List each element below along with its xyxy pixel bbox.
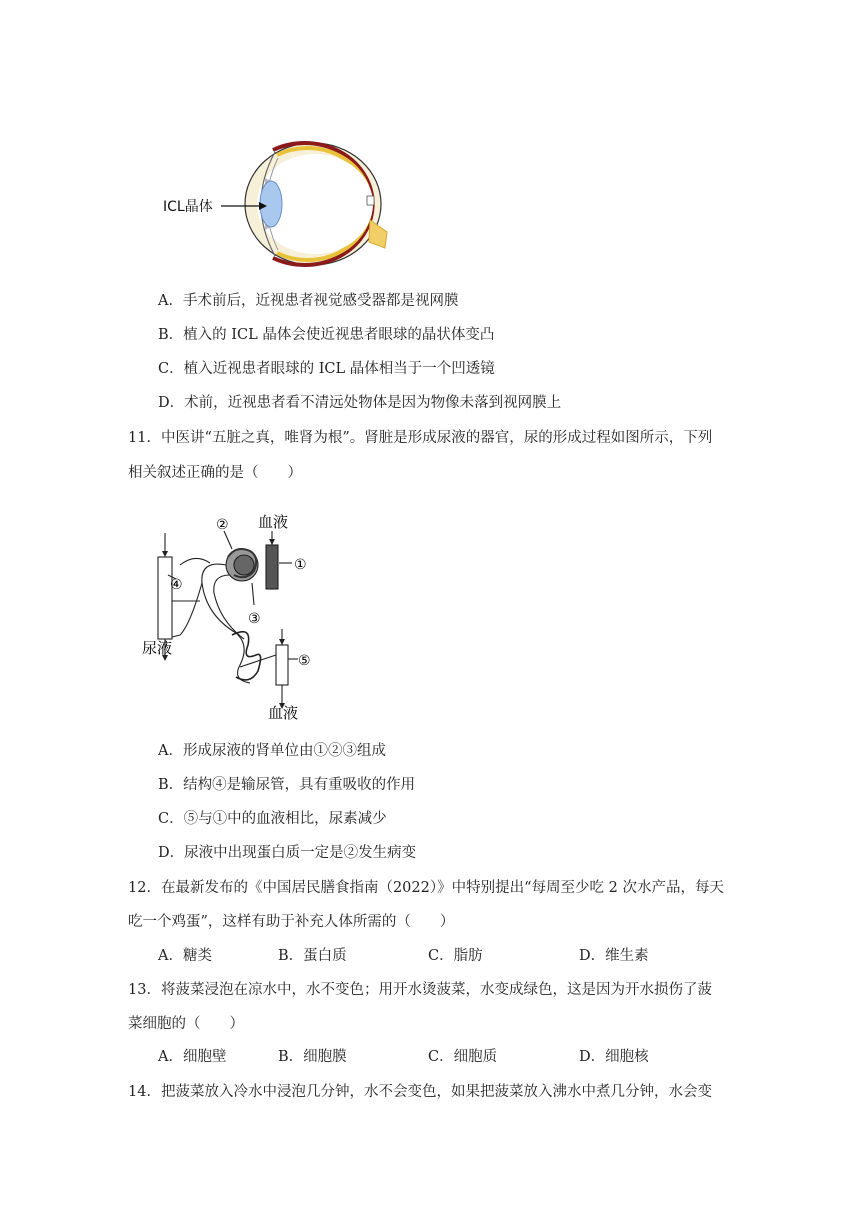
q11-option-a: A．形成尿液的肾单位由①②③组成: [158, 743, 386, 759]
q13-option-b: B．细胞膜: [278, 1049, 347, 1065]
label-n4: ④: [170, 577, 183, 593]
q10-option-c: C．植入近视患者眼球的 ICL 晶体相当于一个凹透镜: [158, 361, 495, 377]
q12-option-a: A．糖类: [158, 948, 212, 964]
icl-lens: [260, 181, 282, 227]
label-blood-top: 血液: [258, 513, 289, 531]
q11-option-c: C．⑤与①中的血液相比，尿素减少: [158, 811, 387, 827]
q10-option-a: A．手术前后，近视患者视觉感受器都是视网膜: [158, 293, 459, 309]
q13-options: [158, 1047, 718, 1067]
q12-options: [158, 946, 718, 966]
q12-option-d: D．维生素: [579, 948, 649, 964]
q11-option-b: B．结构④是输尿管，具有重吸收的作用: [158, 777, 416, 793]
nephron-diagram: [140, 505, 340, 725]
label-blood-bottom: 血液: [268, 704, 299, 722]
q10-option-b: B．植入的 ICL 晶体会使近视患者眼球的晶状体变凸: [158, 327, 495, 343]
eye-diagram: [155, 138, 400, 270]
q13-option-d: D．细胞核: [579, 1049, 649, 1065]
q13-option-c: C．细胞质: [428, 1049, 498, 1065]
q13-option-a: A．细胞壁: [158, 1049, 227, 1065]
icl-label: ICL晶体: [163, 199, 213, 215]
label-n5: ⑤: [298, 653, 311, 669]
q11-stem-line1: 11．中医讲“五脏之真，唯肾为根”。肾脏是形成尿液的器官，尿的形成过程如图所示，下列: [128, 430, 713, 446]
q12-option-c: C．脂肪: [428, 948, 483, 964]
q13-stem-line1: 13．将菠菜浸泡在凉水中，水不变色；用开水烫菠菜，水变成绿色，这是因为开水损伤了菠: [128, 982, 712, 998]
q12-stem-line1: 12．在最新发布的《中国居民膳食指南（2022）》中特别提出“每周至少吃 2 次水产品，每天: [128, 880, 724, 896]
label-urine: 尿液: [142, 639, 173, 657]
q13-stem-line2: 菜细胞的（ ）: [128, 1016, 244, 1032]
label-n2: ②: [216, 517, 229, 533]
label-n3: ③: [248, 611, 261, 627]
label-n1: ①: [294, 557, 307, 573]
q10-option-d: D．术前，近视患者看不清远处物体是因为物像未落到视网膜上: [158, 395, 562, 411]
q11-option-d: D．尿液中出现蛋白质一定是②发生病变: [158, 845, 417, 861]
q12-option-b: B．蛋白质: [278, 948, 347, 964]
q11-stem-line2: 相关叙述正确的是（ ）: [128, 465, 302, 481]
q12-stem-line2: 吃一个鸡蛋”，这样有助于补充人体所需的（ ）: [128, 914, 455, 930]
q14-stem-line1: 14．把菠菜放入冷水中浸泡几分钟，水不会变色，如果把菠菜放入沸水中煮几分钟，水会变: [128, 1084, 712, 1100]
